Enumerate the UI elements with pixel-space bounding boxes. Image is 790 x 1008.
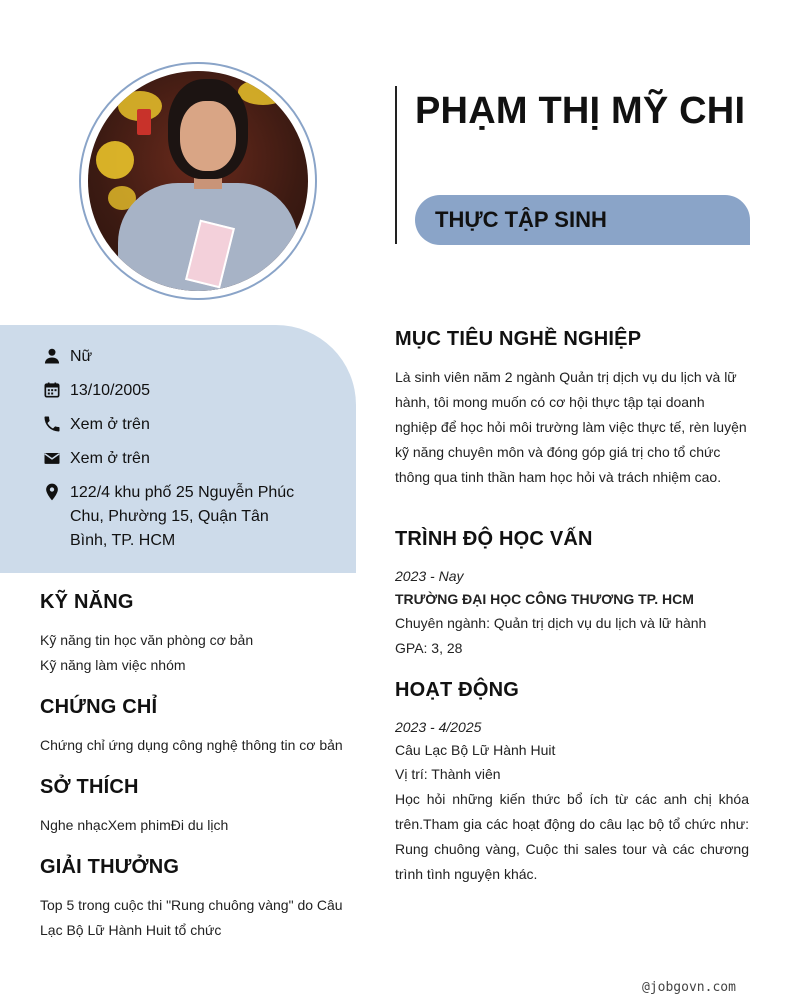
skill-item: Kỹ năng làm việc nhóm bbox=[40, 657, 186, 673]
person-icon bbox=[42, 346, 62, 366]
objective-title: MỤC TIÊU NGHỀ NGHIỆP bbox=[395, 328, 642, 350]
location-pin-icon bbox=[42, 482, 62, 502]
awards-text: Top 5 trong cuộc thi "Rung chuông vàng" do Câu Lạc Bộ Lữ Hành Huit tổ chức bbox=[40, 897, 343, 938]
watermark: @jobgovn.com bbox=[642, 980, 736, 995]
contact-gender bbox=[42, 345, 310, 369]
avatar bbox=[88, 71, 308, 291]
certificates-title: CHỨNG CHỈ bbox=[40, 696, 158, 718]
activities-title: HOẠT ĐỘNG bbox=[395, 679, 520, 701]
contact-address bbox=[42, 481, 310, 553]
name-divider bbox=[395, 86, 397, 244]
activities-org: Câu Lạc Bộ Lữ Hành Huit bbox=[395, 742, 556, 758]
education-gpa: GPA: 3, 28 bbox=[395, 640, 463, 656]
birthday-value: 13/10/2005 bbox=[70, 382, 151, 399]
education-period: 2023 - Nay bbox=[395, 568, 464, 584]
calendar-icon bbox=[42, 380, 62, 400]
email-value: Xem ở trên bbox=[70, 450, 150, 467]
awards-title: GIẢI THƯỞNG bbox=[40, 856, 180, 878]
candidate-name: PHẠM THỊ MỸ CHI bbox=[415, 90, 746, 132]
contact-birthday bbox=[42, 379, 310, 403]
skills-title: KỸ NĂNG bbox=[40, 591, 134, 613]
education-title: TRÌNH ĐỘ HỌC VẤN bbox=[395, 528, 593, 550]
contact-email bbox=[42, 447, 310, 471]
address-value: 122/4 khu phố 25 Nguyễn Phúc Chu, Phường 15, Quận Tân Bình, TP. HCM bbox=[70, 484, 295, 549]
phone-icon bbox=[42, 414, 62, 434]
hobbies-title: SỞ THÍCH bbox=[40, 776, 139, 798]
role-badge bbox=[415, 195, 750, 245]
contact-phone bbox=[42, 413, 310, 437]
activities-description: Học hỏi những kiến thức bổ ích từ các anh chị khóa trên.Tham gia các hoạt động do câu lạc bộ tổ chức như: Rung chuông vàng, Cuộc thi sales tour và các chương trình tình nguyện khác. bbox=[395, 791, 749, 882]
certificate-item: Chứng chỉ ứng dụng công nghệ thông tin cơ bản bbox=[40, 737, 343, 753]
skill-item: Kỹ năng tin học văn phòng cơ bản bbox=[40, 632, 254, 648]
phone-value: Xem ở trên bbox=[70, 416, 150, 433]
activities-period: 2023 - 4/2025 bbox=[395, 719, 482, 735]
mail-icon bbox=[42, 448, 62, 468]
education-school: TRƯỜNG ĐẠI HỌC CÔNG THƯƠNG TP. HCM bbox=[395, 591, 694, 607]
activities-position: Vị trí: Thành viên bbox=[395, 766, 501, 782]
objective-text: Là sinh viên năm 2 ngành Quản trị dịch vụ du lịch và lữ hành, tôi mong muốn có cơ hội thực tập tại doanh nghiệp để học hỏi môi trường làm việc thực tế, rèn luyện kỹ năng chuyên môn và đóng góp giá trị cho tổ chức thông qua tinh thần ham học hỏi và trách nhiệm cao. bbox=[395, 369, 747, 485]
education-major: Chuyên ngành: Quản trị dịch vụ du lịch và lữ hành bbox=[395, 615, 707, 631]
role-label: THỰC TẬP SINH bbox=[435, 207, 607, 232]
gender-value: Nữ bbox=[70, 348, 93, 365]
hobbies-text: Nghe nhạcXem phimĐi du lịch bbox=[40, 817, 229, 833]
